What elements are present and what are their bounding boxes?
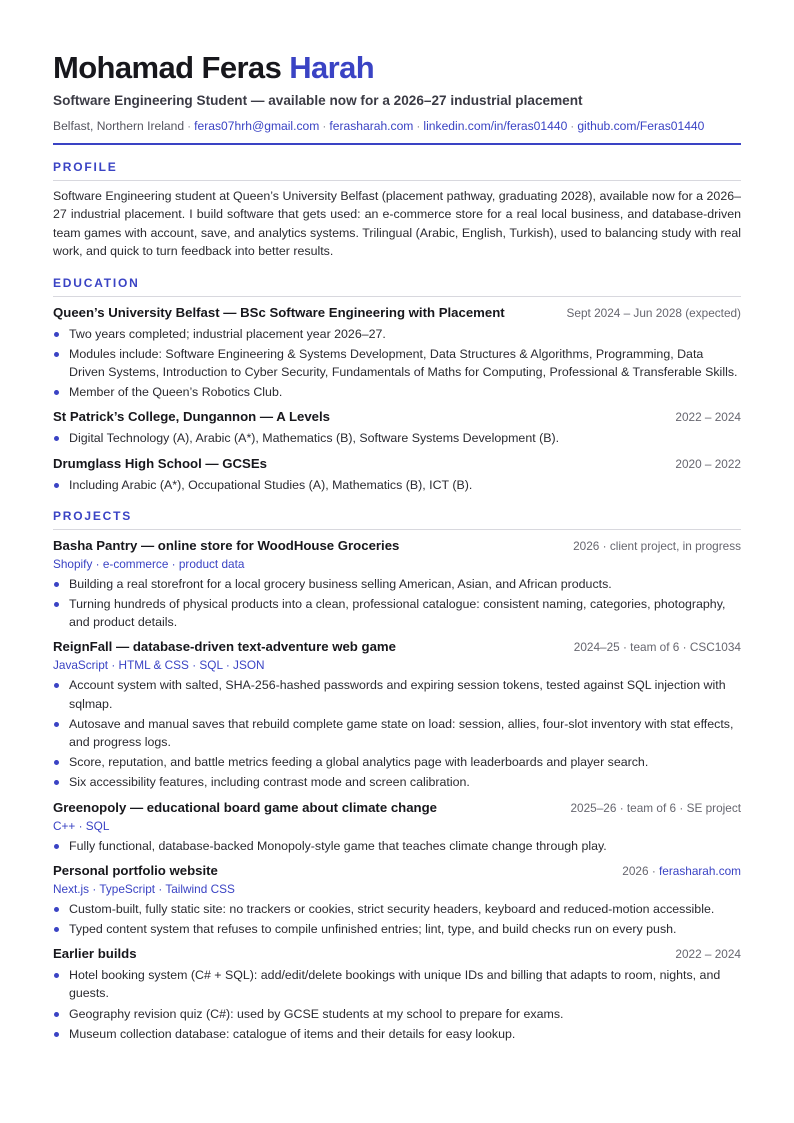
- entry-header: [53, 304, 741, 322]
- separator: ·: [416, 119, 421, 133]
- entry-date: 2024–25 · team of 6 · CSC1034: [573, 640, 741, 655]
- bullet-list: [53, 900, 741, 938]
- name-last: Harah: [289, 50, 375, 85]
- bullet-item: Six accessibility features, including contrast mode and screen calibration.: [53, 773, 741, 791]
- entry-date: 2020 – 2022: [675, 456, 741, 471]
- entry-title: St Patrick’s College, Dungannon — A Levels: [53, 409, 330, 425]
- project-entry-greenopoly: [53, 799, 741, 855]
- entry-header: [53, 799, 741, 817]
- bullet-item: Account system with salted, SHA-256-hashed passwords and expiring session tokens, tested against SQL injection with sqlmap.: [53, 676, 741, 712]
- entry-title: Personal portfolio website: [53, 862, 218, 878]
- bullet-list: [53, 966, 741, 1043]
- bullet-list: [53, 676, 741, 791]
- bullet-item: Geography revision quiz (C#): used by GCSE students at my school to prepare for exams.: [53, 1005, 741, 1023]
- entry-date: Sept 2024 – Jun 2028 (expected): [566, 305, 741, 320]
- linkedin-link[interactable]: linkedin.com/in/feras01440: [423, 119, 568, 133]
- bullet-list: [53, 429, 741, 447]
- section-title-projects: PROJECTS: [53, 508, 133, 523]
- tagline: Software Engineering Student — available now for a 2026–27 industrial placement: [53, 93, 583, 108]
- github-link[interactable]: github.com/Feras01440: [577, 119, 705, 133]
- tech-tags: JavaScript · HTML & CSS · SQL · JSON: [53, 658, 265, 673]
- candidate-name: [53, 50, 741, 86]
- project-entry-reignfall: [53, 638, 741, 791]
- website-link[interactable]: ferasharah.com: [329, 119, 414, 133]
- entry-title: Drumglass High School — GCSEs: [53, 455, 267, 471]
- entry-title: Earlier builds: [53, 946, 137, 962]
- entry-date: 2022 – 2024: [675, 410, 741, 425]
- bullet-list: [53, 476, 741, 494]
- separator: ·: [322, 119, 327, 133]
- bullet-item: Member of the Queen’s Robotics Club.: [53, 383, 741, 401]
- bullet-list: [53, 837, 741, 855]
- bullet-item: Fully functional, database-backed Monopoly-style game that teaches climate change through play.: [53, 837, 741, 855]
- bullet-list: [53, 325, 741, 402]
- entry-header: [53, 537, 741, 555]
- bullet-item: Museum collection database: catalogue of items and their details for easy lookup.: [53, 1025, 741, 1043]
- entry-date: [622, 862, 741, 880]
- name-first: Mohamad Feras: [53, 50, 282, 85]
- entry-header: [53, 408, 741, 426]
- bullet-item: Building a real storefront for a local grocery business selling American, Asian, and African products.: [53, 575, 741, 593]
- email-link[interactable]: feras07hrh@gmail.com: [194, 119, 320, 133]
- section-divider: [53, 180, 741, 181]
- section-divider: [53, 529, 741, 530]
- location: Belfast, Northern Ireland: [53, 119, 185, 133]
- entry-title: Queen’s University Belfast — BSc Software Engineering with Placement: [53, 304, 505, 320]
- bullet-item: Digital Technology (A), Arabic (A*), Mathematics (B), Software Systems Development (B).: [53, 429, 741, 447]
- bullet-item: Including Arabic (A*), Occupational Studies (A), Mathematics (B), ICT (B).: [53, 476, 741, 494]
- header-divider: [53, 143, 741, 145]
- tech-tags: C++ · SQL: [53, 818, 110, 833]
- entry-header: [53, 862, 741, 880]
- education-entry-st-patricks: [53, 408, 741, 447]
- bullet-item: Two years completed; industrial placement year 2026–27.: [53, 325, 741, 343]
- section-title-profile: PROFILE: [53, 160, 118, 174]
- bullet-item: Hotel booking system (C# + SQL): add/edit/delete bookings with unique IDs and billing that adapts to room, nights, and guests.: [53, 966, 741, 1002]
- entry-date-year: 2026 ·: [622, 863, 660, 878]
- entry-date: 2022 – 2024: [675, 947, 741, 962]
- entry-title: Greenopoly — educational board game about climate change: [53, 799, 437, 815]
- separator: ·: [570, 119, 575, 133]
- bullet-item: Turning hundreds of physical products into a clean, professional catalogue: consistent naming, categories, photography, and product details.: [53, 595, 741, 631]
- contact-line: [53, 118, 741, 134]
- section-title-education: EDUCATION: [53, 275, 140, 290]
- project-entry-earlier-builds: [53, 945, 741, 1043]
- entry-header: [53, 455, 741, 473]
- portfolio-link[interactable]: ferasharah.com: [659, 863, 741, 878]
- education-entry-drumglass: [53, 455, 741, 494]
- entry-date: 2025–26 · team of 6 · SE project: [570, 800, 741, 815]
- entry-header: [53, 945, 741, 963]
- bullet-item: Custom-built, fully static site: no trackers or cookies, strict security headers, keyboard and reduced-motion accessible.: [53, 900, 741, 918]
- bullet-item: Autosave and manual saves that rebuild complete game state on load: session, allies, four-slot inventory with stat effects, and progress logs.: [53, 715, 741, 751]
- tech-tags: Shopify · e-commerce · product data: [53, 556, 245, 571]
- entry-title: ReignFall — database-driven text-adventure web game: [53, 639, 396, 655]
- bullet-item: Modules include: Software Engineering & Systems Development, Data Structures & Algorithms, Programming, Data Driven Systems, Introduction to Cyber Security, Fundamentals of Maths for Computing, Professional & Transferable Skills.: [53, 345, 741, 381]
- entry-header: [53, 638, 741, 656]
- section-divider: [53, 296, 741, 297]
- profile-summary: Software Engineering student at Queen’s University Belfast (placement pathway, graduating 2028), available now for a 2026–27 industrial placement. I build software that gets used: an e-commerce store for a real local business, and database-driven team games with account, save, and analytics systems. Trilingual (Arabic, English, Turkish), used to balancing study with real work, and quick to turn feedback into better results.: [53, 189, 741, 259]
- education-entry-queens: [53, 304, 741, 402]
- project-entry-basha-pantry: [53, 537, 741, 632]
- bullet-item: Typed content system that refuses to compile unfinished entries; lint, type, and build checks run on every push.: [53, 920, 741, 938]
- entry-title: Basha Pantry — online store for WoodHouse Groceries: [53, 537, 400, 553]
- separator: ·: [187, 119, 192, 133]
- project-entry-portfolio: [53, 862, 741, 938]
- entry-date: 2026 · client project, in progress: [573, 538, 741, 553]
- bullet-item: Score, reputation, and battle metrics feeding a global analytics page with leaderboards and player search.: [53, 753, 741, 771]
- bullet-list: [53, 575, 741, 632]
- tech-tags: Next.js · TypeScript · Tailwind CSS: [53, 881, 235, 896]
